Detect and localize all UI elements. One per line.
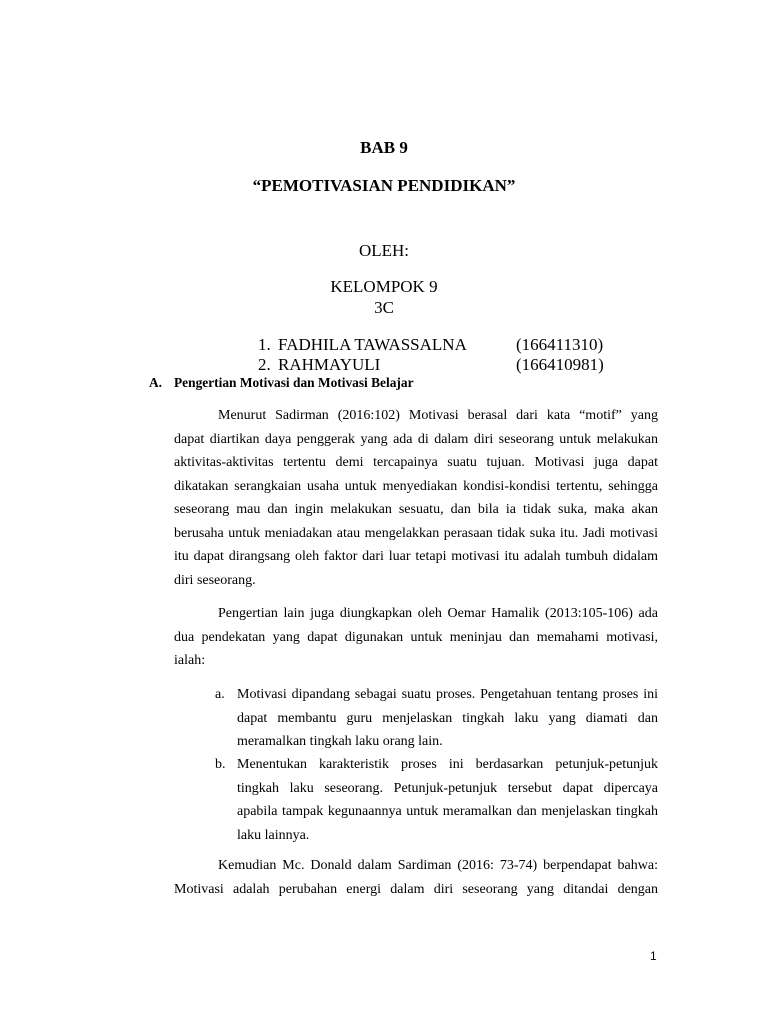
paragraph-line: ialah: <box>174 653 206 668</box>
section-letter: A. <box>149 375 163 390</box>
paragraph-line: seseorang mau dan ingin melakukan sesuatu, dan bila ia tidak suka, maka akan <box>174 502 658 517</box>
paragraph-line: Motivasi adalah perubahan energi dalam diri seseorang yang ditandai dengan <box>174 881 658 897</box>
list-line: tingkah laku seseorang. Petunjuk-petunjuk tersebut dapat dipercaya <box>237 780 658 796</box>
member-name: FADHILA TAWASSALNA <box>278 335 467 354</box>
paragraph-line: berusaha untuk meniadakan atau mengelakkan perasaan tidak suka itu. Jadi motivasi <box>174 525 658 541</box>
paragraph-line: itu dapat dirangsang oleh faktor dari luar tetapi motivasi itu adalah tumbuh didalam <box>174 549 658 564</box>
member-number: 1. <box>258 335 271 354</box>
list-line: apabila tampak kegunaannya untuk meramalkan dan menjelaskan tingkah <box>237 804 658 819</box>
list-line: dapat membantu guru menjelaskan tingkah laku yang diamati dan <box>237 710 658 726</box>
list-line: meramalkan tingkah laku orang lain. <box>237 734 443 749</box>
member-nim: (166410981) <box>516 355 604 374</box>
page-number: 1 <box>650 949 657 963</box>
group-name: KELOMPOK 9 <box>330 277 438 296</box>
member-nim: (166411310) <box>516 335 604 354</box>
list-marker: b. <box>215 757 226 772</box>
paragraph-mcdonald <box>174 854 658 901</box>
section-title: Pengertian Motivasi dan Motivasi Belajar <box>174 375 414 390</box>
paragraph-line: Pengertian lain juga diungkapkan oleh Oemar Hamalik (2013:105-106) ada <box>218 606 658 621</box>
member-name: RAHMAYULI <box>278 355 381 374</box>
paragraph-line: dapat diartikan daya penggerak yang ada di dalam diri seseorang untuk melakukan <box>174 431 658 447</box>
paragraph-line: Menurut Sadirman (2016:102) Motivasi berasal dari kata “motif” yang <box>218 408 658 423</box>
member-row <box>258 355 618 377</box>
list-line: Motivasi dipandang sebagai suatu proses. Pengetahuan tentang proses ini <box>237 687 658 702</box>
paragraph-line: dikatakan serangkaian usaha untuk menyediakan kondisi-kondisi tertentu, sehingga <box>174 478 658 494</box>
paragraph-line: diri seseorang. <box>174 572 256 588</box>
paragraph-line: Kemudian Mc. Donald dalam Sardiman (2016: 73-74) berpendapat bahwa: <box>218 858 658 873</box>
member-number: 2. <box>258 355 271 374</box>
author-label: OLEH: <box>358 241 410 260</box>
list-marker: a. <box>215 687 225 702</box>
chapter-number: BAB 9 <box>360 138 408 157</box>
class-name: 3C <box>374 298 394 317</box>
paragraph-line: dua pendekatan yang dapat digunakan untuk meninjau dan memahami motivasi, <box>174 629 658 645</box>
list-line: Menentukan karakteristik proses ini berdasarkan petunjuk-petunjuk <box>237 757 658 772</box>
list-item-text <box>237 753 658 847</box>
list-line: laku lainnya. <box>237 827 310 843</box>
paragraph-line: aktivitas-aktivitas tertentu demi tercapainya suatu tujuan. Motivasi juga dapat <box>174 455 658 470</box>
list-item-text <box>237 683 658 754</box>
paragraph-definition <box>174 404 658 592</box>
paragraph-approaches <box>174 602 658 673</box>
chapter-title: “PEMOTIVASIAN PENDIDIKAN” <box>252 176 516 195</box>
member-row <box>258 335 618 357</box>
